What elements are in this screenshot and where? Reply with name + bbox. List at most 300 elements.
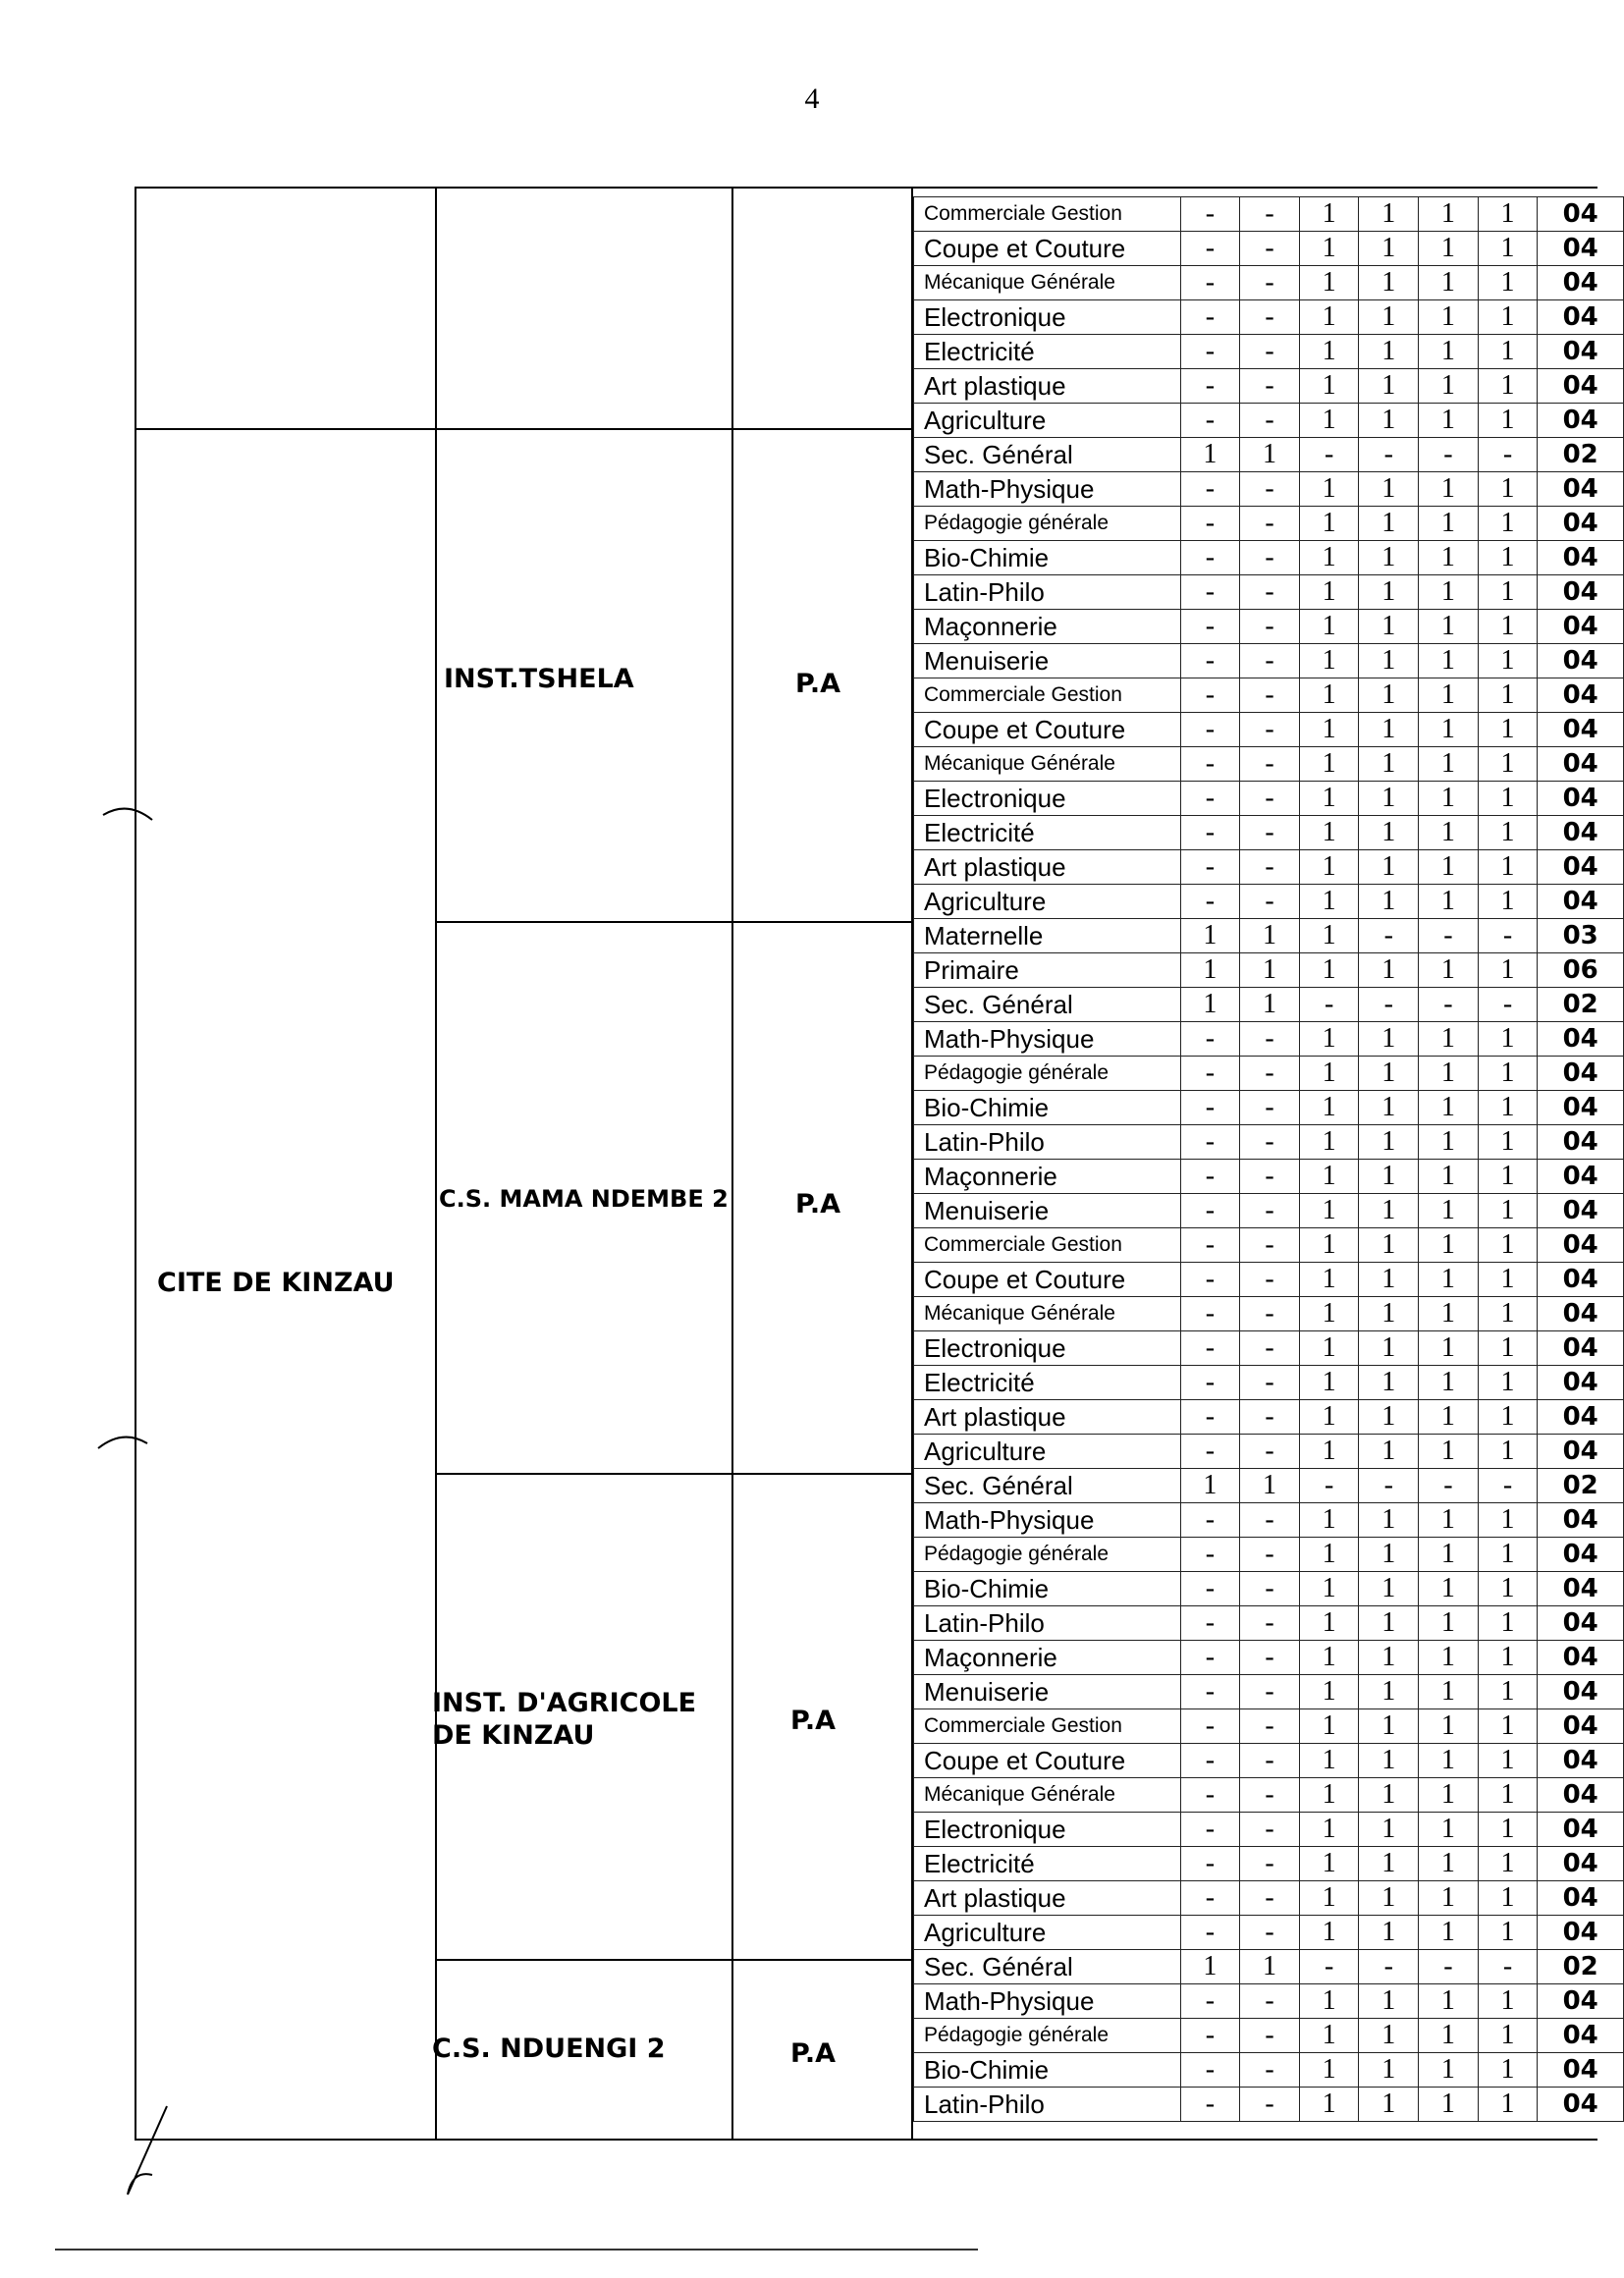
class-count-cell: 1 (1359, 713, 1419, 747)
subject-cell: Coupe et Couture (914, 713, 1181, 747)
class-count-cell: - (1478, 1469, 1538, 1503)
total-cell: 04 (1538, 1916, 1624, 1950)
class-count-cell: 1 (1419, 1091, 1479, 1125)
table-row (914, 1331, 1624, 1366)
class-count-cell: 1 (1419, 1641, 1479, 1675)
class-count-cell: - (1180, 2088, 1240, 2122)
class-count-cell: - (1240, 1263, 1300, 1297)
class-count-cell: 1 (1359, 1572, 1419, 1606)
class-count-cell: 1 (1299, 472, 1359, 507)
class-count-cell: 1 (1299, 1709, 1359, 1744)
class-count-cell: 1 (1359, 335, 1419, 369)
subject-cell: Bio-Chimie (914, 541, 1181, 575)
class-count-cell: 1 (1299, 713, 1359, 747)
class-count-cell: - (1180, 197, 1240, 232)
subject-cell: Electricité (914, 335, 1181, 369)
class-count-cell: 1 (1299, 1435, 1359, 1469)
subject-cell: Electronique (914, 1813, 1181, 1847)
subject-cell: Agriculture (914, 1435, 1181, 1469)
table-row (914, 678, 1624, 713)
subject-cell: Coupe et Couture (914, 1263, 1181, 1297)
total-cell: 04 (1538, 404, 1624, 438)
subject-cell: Pédagogie générale (914, 2019, 1181, 2053)
class-count-cell: - (1240, 1641, 1300, 1675)
class-count-cell: - (1240, 232, 1300, 266)
subject-cell: Pédagogie générale (914, 507, 1181, 541)
subject-cell: Latin-Philo (914, 575, 1181, 610)
table-row (914, 1228, 1624, 1263)
table-row (914, 1984, 1624, 2019)
class-count-cell: 1 (1359, 1125, 1419, 1160)
class-count-cell: 1 (1359, 369, 1419, 404)
table-row (914, 953, 1624, 988)
class-count-cell: 1 (1419, 232, 1479, 266)
class-count-cell: - (1180, 747, 1240, 782)
table-row (914, 1194, 1624, 1228)
subject-cell: Math-Physique (914, 1503, 1181, 1538)
table-row (914, 232, 1624, 266)
subject-cell: Menuiserie (914, 1194, 1181, 1228)
class-count-cell: 1 (1478, 1813, 1538, 1847)
table-row (914, 1297, 1624, 1331)
total-cell: 02 (1538, 988, 1624, 1022)
class-count-cell: 1 (1419, 678, 1479, 713)
table-row (914, 1572, 1624, 1606)
class-count-cell: 1 (1478, 1125, 1538, 1160)
subject-cell: Agriculture (914, 1916, 1181, 1950)
total-cell: 04 (1538, 747, 1624, 782)
class-count-cell: 1 (1359, 1503, 1419, 1538)
class-count-cell: - (1180, 1091, 1240, 1125)
group-divider (435, 1473, 913, 1475)
class-count-cell: 1 (1359, 1744, 1419, 1778)
class-count-cell: 1 (1478, 369, 1538, 404)
subject-cell: Mécanique Générale (914, 266, 1181, 300)
class-count-cell: 1 (1419, 1881, 1479, 1916)
class-count-cell: 1 (1419, 1057, 1479, 1091)
class-count-cell: 1 (1359, 2053, 1419, 2088)
class-count-cell: 1 (1299, 541, 1359, 575)
class-count-cell: 1 (1478, 1194, 1538, 1228)
class-count-cell: 1 (1478, 1297, 1538, 1331)
school-name: INST. D'AGRICOLE (432, 1688, 697, 1718)
column-divider-school (435, 187, 437, 2141)
table-row (914, 472, 1624, 507)
class-count-cell: - (1240, 1813, 1300, 1847)
total-cell: 04 (1538, 816, 1624, 850)
class-count-cell: - (1240, 1366, 1300, 1400)
subject-cell: Sec. Général (914, 1950, 1181, 1984)
total-cell: 04 (1538, 1400, 1624, 1435)
total-cell: 06 (1538, 953, 1624, 988)
class-count-cell: 1 (1299, 1400, 1359, 1435)
class-count-cell: 1 (1478, 1366, 1538, 1400)
total-cell: 04 (1538, 678, 1624, 713)
subject-cell: Coupe et Couture (914, 1744, 1181, 1778)
total-cell: 02 (1538, 1469, 1624, 1503)
class-count-cell: 1 (1359, 1194, 1419, 1228)
table-row (914, 335, 1624, 369)
total-cell: 04 (1538, 1022, 1624, 1057)
total-cell: 04 (1538, 1091, 1624, 1125)
class-count-cell: - (1180, 541, 1240, 575)
subject-cell: Pédagogie générale (914, 1538, 1181, 1572)
class-count-cell: 1 (1359, 1881, 1419, 1916)
class-count-cell: - (1240, 782, 1300, 816)
class-count-cell: - (1240, 1400, 1300, 1435)
class-count-cell: 1 (1478, 644, 1538, 678)
total-cell: 04 (1538, 1709, 1624, 1744)
class-count-cell: - (1180, 1916, 1240, 1950)
class-count-cell: 1 (1419, 369, 1479, 404)
class-count-cell: 1 (1359, 197, 1419, 232)
subject-cell: Sec. Général (914, 438, 1181, 472)
total-cell: 02 (1538, 1950, 1624, 1984)
class-count-cell: - (1180, 369, 1240, 404)
total-cell: 04 (1538, 1366, 1624, 1400)
class-count-cell: 1 (1359, 1366, 1419, 1400)
total-cell: 04 (1538, 1503, 1624, 1538)
total-cell: 04 (1538, 1778, 1624, 1813)
subject-cell: Latin-Philo (914, 1125, 1181, 1160)
total-cell: 04 (1538, 1297, 1624, 1331)
class-count-cell: 1 (1359, 644, 1419, 678)
class-count-cell: - (1240, 1091, 1300, 1125)
class-count-cell: 1 (1478, 1538, 1538, 1572)
class-count-cell: - (1240, 610, 1300, 644)
class-count-cell: 1 (1478, 1709, 1538, 1744)
total-cell: 04 (1538, 1263, 1624, 1297)
class-count-cell: 1 (1478, 1400, 1538, 1435)
class-count-cell: 1 (1478, 1435, 1538, 1469)
class-count-cell: 1 (1419, 2019, 1479, 2053)
table-row (914, 575, 1624, 610)
total-cell: 04 (1538, 713, 1624, 747)
subject-cell: Electronique (914, 1331, 1181, 1366)
total-cell: 02 (1538, 438, 1624, 472)
school-status: P.A (795, 669, 840, 699)
class-count-cell: 1 (1180, 438, 1240, 472)
class-count-cell: 1 (1419, 2088, 1479, 2122)
class-count-cell: 1 (1240, 438, 1300, 472)
class-count-cell: 1 (1419, 1916, 1479, 1950)
subject-cell: Commerciale Gestion (914, 197, 1181, 232)
class-count-cell: 1 (1299, 1228, 1359, 1263)
class-count-cell: 1 (1419, 1435, 1479, 1469)
class-count-cell: 1 (1359, 953, 1419, 988)
subject-cell: Electronique (914, 300, 1181, 335)
table-row (914, 266, 1624, 300)
class-count-cell: - (1180, 885, 1240, 919)
table-row (914, 404, 1624, 438)
class-count-cell: - (1180, 1984, 1240, 2019)
total-cell: 04 (1538, 541, 1624, 575)
class-count-cell: 1 (1478, 1331, 1538, 1366)
class-count-cell: 1 (1359, 1160, 1419, 1194)
table-row (914, 1125, 1624, 1160)
class-count-cell: 1 (1299, 2019, 1359, 2053)
class-count-cell: - (1240, 1572, 1300, 1606)
class-count-cell: - (1180, 1538, 1240, 1572)
school-status: P.A (790, 2038, 836, 2069)
class-count-cell: 1 (1419, 782, 1479, 816)
subject-cell: Math-Physique (914, 472, 1181, 507)
class-count-cell: 1 (1419, 472, 1479, 507)
total-cell: 04 (1538, 507, 1624, 541)
class-count-cell: - (1240, 1744, 1300, 1778)
total-cell: 04 (1538, 1744, 1624, 1778)
class-count-cell: 1 (1240, 919, 1300, 953)
class-count-cell: 1 (1359, 472, 1419, 507)
class-count-cell: 1 (1478, 575, 1538, 610)
subject-table (913, 196, 1624, 2122)
class-count-cell: 1 (1359, 300, 1419, 335)
class-count-cell: 1 (1299, 644, 1359, 678)
class-count-cell: - (1240, 472, 1300, 507)
class-count-cell: 1 (1478, 1057, 1538, 1091)
class-count-cell: 1 (1419, 885, 1479, 919)
class-count-cell: 1 (1478, 678, 1538, 713)
class-count-cell: 1 (1419, 1744, 1479, 1778)
class-count-cell: 1 (1419, 610, 1479, 644)
class-count-cell: 1 (1299, 1572, 1359, 1606)
class-count-cell: - (1180, 2019, 1240, 2053)
class-count-cell: 1 (1419, 1503, 1479, 1538)
class-count-cell: 1 (1419, 1709, 1479, 1744)
class-count-cell: 1 (1478, 1572, 1538, 1606)
class-count-cell: 1 (1240, 1950, 1300, 1984)
class-count-cell: - (1180, 507, 1240, 541)
class-count-cell: 1 (1359, 266, 1419, 300)
subject-cell: Menuiserie (914, 644, 1181, 678)
total-cell: 04 (1538, 232, 1624, 266)
class-count-cell: 1 (1299, 1022, 1359, 1057)
class-count-cell: - (1180, 1503, 1240, 1538)
class-count-cell: 1 (1359, 1606, 1419, 1641)
class-count-cell: - (1299, 1469, 1359, 1503)
class-count-cell: 1 (1299, 2053, 1359, 2088)
class-count-cell: 1 (1478, 885, 1538, 919)
class-count-cell: 1 (1299, 300, 1359, 335)
class-count-cell: 1 (1478, 610, 1538, 644)
class-count-cell: - (1180, 1331, 1240, 1366)
class-count-cell: 1 (1299, 2088, 1359, 2122)
class-count-cell: - (1419, 919, 1479, 953)
class-count-cell: - (1299, 438, 1359, 472)
page-number: 4 (804, 82, 820, 115)
total-cell: 04 (1538, 782, 1624, 816)
class-count-cell: - (1240, 1538, 1300, 1572)
class-count-cell: 1 (1240, 1469, 1300, 1503)
subject-cell: Electricité (914, 1847, 1181, 1881)
subject-cell: Math-Physique (914, 1022, 1181, 1057)
total-cell: 04 (1538, 1160, 1624, 1194)
class-count-cell: 1 (1240, 988, 1300, 1022)
class-count-cell: - (1359, 438, 1419, 472)
class-count-cell: 1 (1359, 610, 1419, 644)
class-count-cell: 1 (1478, 713, 1538, 747)
district-name: CITE DE KINZAU (157, 1268, 395, 1298)
table-row (914, 713, 1624, 747)
table-row (914, 1503, 1624, 1538)
table-row (914, 1366, 1624, 1400)
class-count-cell: - (1180, 1194, 1240, 1228)
class-count-cell: 1 (1180, 988, 1240, 1022)
class-count-cell: 1 (1359, 541, 1419, 575)
class-count-cell: 1 (1359, 1228, 1419, 1263)
class-count-cell: 1 (1240, 953, 1300, 988)
subject-cell: Bio-Chimie (914, 1572, 1181, 1606)
total-cell: 04 (1538, 644, 1624, 678)
total-cell: 04 (1538, 1125, 1624, 1160)
class-count-cell: - (1478, 919, 1538, 953)
subject-cell: Latin-Philo (914, 1606, 1181, 1641)
class-count-cell: 1 (1478, 1263, 1538, 1297)
class-count-cell: - (1180, 2053, 1240, 2088)
class-count-cell: 1 (1359, 850, 1419, 885)
class-count-cell: 1 (1478, 335, 1538, 369)
class-count-cell: 1 (1299, 1984, 1359, 2019)
class-count-cell: 1 (1478, 197, 1538, 232)
class-count-cell: - (1240, 1916, 1300, 1950)
class-count-cell: 1 (1180, 919, 1240, 953)
class-count-cell: - (1478, 438, 1538, 472)
total-cell: 04 (1538, 575, 1624, 610)
class-count-cell: - (1180, 1709, 1240, 1744)
class-count-cell: 1 (1478, 816, 1538, 850)
class-count-cell: 1 (1299, 1606, 1359, 1641)
class-count-cell: 1 (1359, 1916, 1419, 1950)
class-count-cell: - (1180, 644, 1240, 678)
class-count-cell: 1 (1478, 507, 1538, 541)
class-count-cell: - (1180, 266, 1240, 300)
class-count-cell: - (1180, 610, 1240, 644)
class-count-cell: - (1180, 713, 1240, 747)
subject-cell: Maçonnerie (914, 1641, 1181, 1675)
table-row (914, 2019, 1624, 2053)
total-cell: 04 (1538, 1572, 1624, 1606)
table-row (914, 782, 1624, 816)
class-count-cell: - (1299, 988, 1359, 1022)
class-count-cell: 1 (1419, 644, 1479, 678)
table-row (914, 919, 1624, 953)
class-count-cell: 1 (1478, 1881, 1538, 1916)
total-cell: 04 (1538, 300, 1624, 335)
total-cell: 04 (1538, 1606, 1624, 1641)
total-cell: 04 (1538, 472, 1624, 507)
table-row (914, 1435, 1624, 1469)
class-count-cell: 1 (1419, 1125, 1479, 1160)
table-row (914, 369, 1624, 404)
class-count-cell: - (1180, 1813, 1240, 1847)
class-count-cell: 1 (1180, 1469, 1240, 1503)
table-row (914, 507, 1624, 541)
class-count-cell: 1 (1299, 919, 1359, 953)
total-cell: 04 (1538, 1057, 1624, 1091)
subject-cell: Primaire (914, 953, 1181, 988)
class-count-cell: 1 (1359, 678, 1419, 713)
class-count-cell: 1 (1299, 885, 1359, 919)
table-row (914, 1538, 1624, 1572)
table-row (914, 850, 1624, 885)
class-count-cell: - (1180, 850, 1240, 885)
class-count-cell: 1 (1299, 850, 1359, 885)
class-count-cell: - (1180, 1675, 1240, 1709)
table-row (914, 2053, 1624, 2088)
subject-cell: Maternelle (914, 919, 1181, 953)
subject-cell: Agriculture (914, 885, 1181, 919)
table-row (914, 300, 1624, 335)
class-count-cell: 1 (1359, 1641, 1419, 1675)
class-count-cell: 1 (1478, 1228, 1538, 1263)
total-cell: 04 (1538, 197, 1624, 232)
class-count-cell: - (1240, 1847, 1300, 1881)
margin-mark (98, 795, 157, 854)
class-count-cell: 1 (1419, 1400, 1479, 1435)
class-count-cell: - (1240, 1606, 1300, 1641)
class-count-cell: - (1240, 1125, 1300, 1160)
class-count-cell: 1 (1359, 1057, 1419, 1091)
table-row (914, 1813, 1624, 1847)
total-cell: 04 (1538, 335, 1624, 369)
class-count-cell: - (1419, 438, 1479, 472)
class-count-cell: - (1180, 1160, 1240, 1194)
total-cell: 03 (1538, 919, 1624, 953)
class-count-cell: - (1240, 678, 1300, 713)
class-count-cell: 1 (1299, 575, 1359, 610)
class-count-cell: 1 (1359, 885, 1419, 919)
class-count-cell: - (1180, 1881, 1240, 1916)
class-count-cell: - (1180, 472, 1240, 507)
class-count-cell: 1 (1419, 1331, 1479, 1366)
subject-cell: Pédagogie générale (914, 1057, 1181, 1091)
class-count-cell: - (1180, 782, 1240, 816)
class-count-cell: - (1419, 988, 1479, 1022)
school-status: P.A (795, 1189, 840, 1220)
class-count-cell: - (1180, 1125, 1240, 1160)
class-count-cell: - (1240, 335, 1300, 369)
class-count-cell: 1 (1299, 335, 1359, 369)
class-count-cell: 1 (1419, 713, 1479, 747)
class-count-cell: 1 (1359, 1331, 1419, 1366)
table-row (914, 1400, 1624, 1435)
class-count-cell: 1 (1359, 2019, 1419, 2053)
class-count-cell: - (1180, 1057, 1240, 1091)
class-count-cell: 1 (1299, 1744, 1359, 1778)
class-count-cell: 1 (1419, 541, 1479, 575)
class-count-cell: 1 (1478, 850, 1538, 885)
table-row (914, 197, 1624, 232)
subject-cell: Math-Physique (914, 1984, 1181, 2019)
class-count-cell: - (1240, 404, 1300, 438)
total-cell: 04 (1538, 1881, 1624, 1916)
class-count-cell: 1 (1359, 1400, 1419, 1435)
class-count-cell: 1 (1419, 1847, 1479, 1881)
class-count-cell: 1 (1419, 1160, 1479, 1194)
total-cell: 04 (1538, 610, 1624, 644)
class-count-cell: 1 (1299, 816, 1359, 850)
class-count-cell: 1 (1299, 953, 1359, 988)
subject-cell: Agriculture (914, 404, 1181, 438)
school-name: C.S. MAMA NDEMBE 2 (439, 1185, 729, 1213)
class-count-cell: - (1180, 575, 1240, 610)
class-count-cell: 1 (1478, 404, 1538, 438)
class-count-cell: 1 (1359, 232, 1419, 266)
class-count-cell: 1 (1478, 472, 1538, 507)
class-count-cell: - (1180, 1572, 1240, 1606)
class-count-cell: - (1240, 713, 1300, 747)
subject-cell: Menuiserie (914, 1675, 1181, 1709)
